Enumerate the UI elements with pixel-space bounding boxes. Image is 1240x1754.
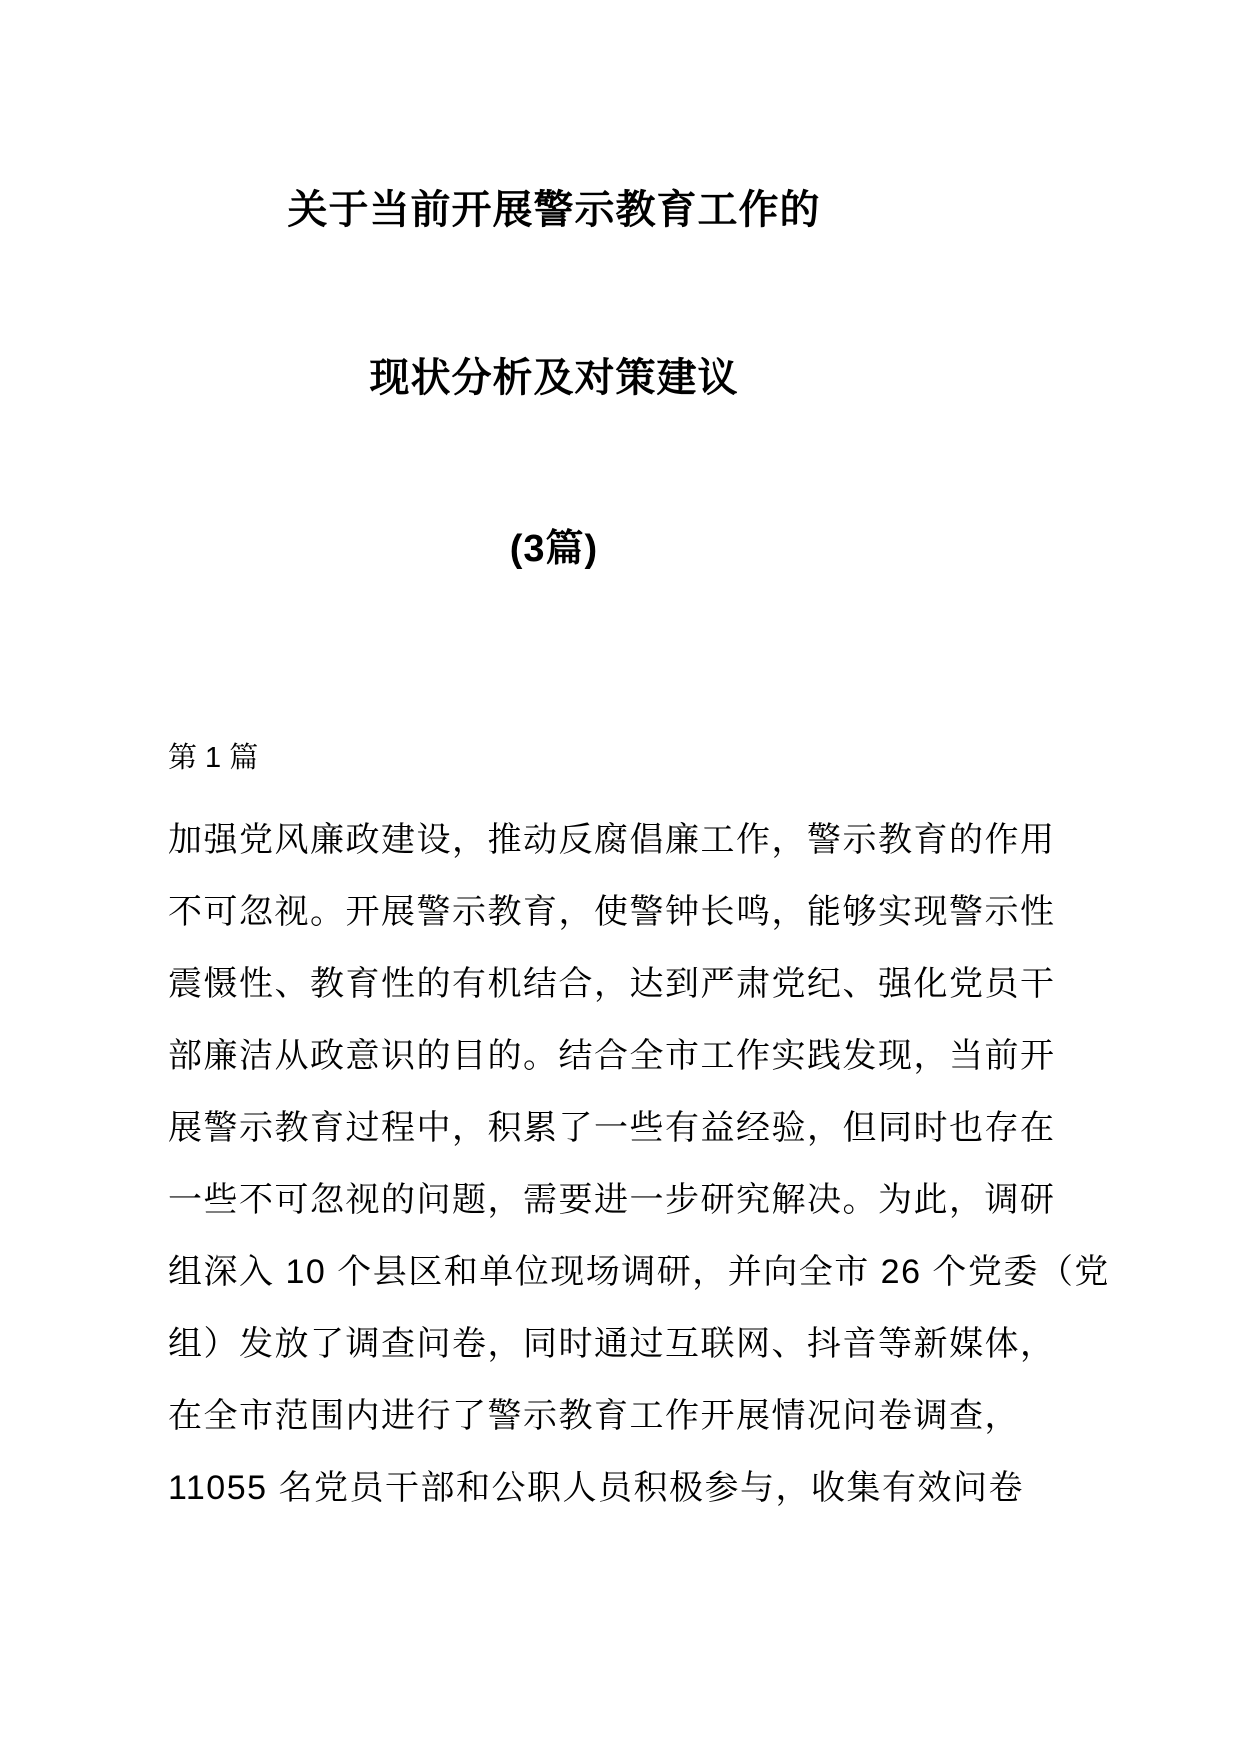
body-text-line: 部廉洁从政意识的目的。结合全市工作实践发现，当前开 xyxy=(168,1037,1056,1075)
body-text-line: 不可忽视。开展警示教育，使警钟长鸣，能够实现警示性 xyxy=(168,893,1056,931)
document-title-line-1: 关于当前开展警示教育工作的 xyxy=(287,188,821,232)
body-text-line: 一些不可忽视的问题，需要进一步研究解决。为此，调研 xyxy=(168,1181,1056,1219)
section-heading: 第 1 篇 xyxy=(168,742,259,774)
body-text-line: 展警示教育过程中，积累了一些有益经验，但同时也存在 xyxy=(168,1109,1056,1147)
document-body xyxy=(168,804,1110,1524)
body-text-line: 在全市范围内进行了警示教育工作开展情况问卷调查， xyxy=(168,1397,1020,1435)
document-title-line-2: 现状分析及对策建议 xyxy=(369,356,739,400)
document-count-label: (3篇) xyxy=(509,528,599,570)
body-text-line: 11055 名党员干部和公职人员积极参与，收集有效问卷 xyxy=(168,1469,1024,1507)
body-text-line: 震慑性、教育性的有机结合，达到严肃党纪、强化党员干 xyxy=(168,965,1056,1003)
body-text-line: 组深入 10 个县区和单位现场调研，并向全市 26 个党委（党 xyxy=(168,1253,1110,1291)
body-text-line: 组）发放了调查问卷，同时通过互联网、抖音等新媒体， xyxy=(168,1325,1056,1363)
body-text-line: 加强党风廉政建设，推动反腐倡廉工作，警示教育的作用 xyxy=(168,821,1056,859)
